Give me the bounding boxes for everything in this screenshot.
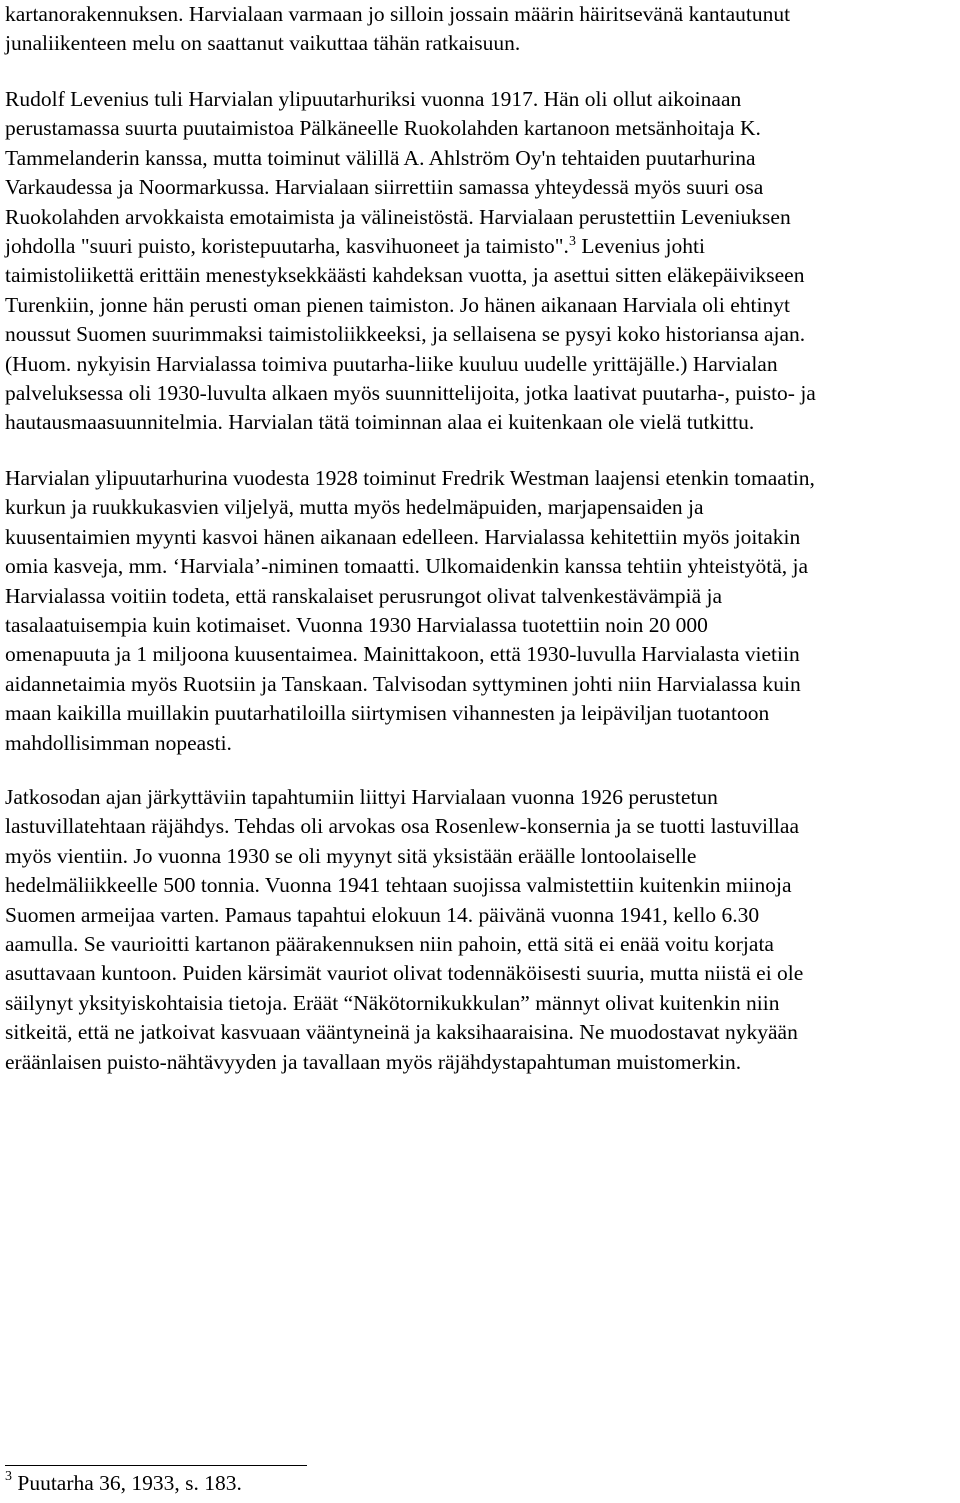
footnote-separator (5, 1465, 307, 1466)
text-line: perustamassa suurta puutaimistoa Pälkäneelle Ruokolahden kartanoon metsänhoitaja K. (5, 116, 761, 141)
text-line: Ruokolahden arvokkaista emotaimista ja välineistöstä. Harvialaan perustettiin Leveniuksen (5, 204, 791, 229)
text-line: hautausmaasuunnitelmia. Harvialan tätä toiminnan alaa ei kuitenkaan ole vielä tutkittu. (5, 410, 755, 435)
text-line: kurkun ja ruukkukasvien viljelyä, mutta myös hedelmäpuiden, marjapensaiden ja (5, 495, 704, 520)
text-line: junaliikenteen melu on saattanut vaikuttaa tähän ratkaisuun. (5, 31, 521, 56)
text-line: Harvialan ylipuutarhurina vuodesta 1928 toiminut Fredrik Westman laajensi etenkin tomaatin, (5, 466, 815, 490)
text-line: hedelmäliikkeelle 500 tonnia. Vuonna 1941 tehtaan suojissa valmistettiin kuitenkin miinoja (5, 873, 792, 898)
text-line: kartanorakennuksen. Harvialaan varmaan jo silloin jossain määrin häiritsevänä kantautunut (5, 2, 791, 26)
text-line: noussut Suomen suurimmaksi taimistoliikkeeksi, ja sellaisena se pysyi koko historiansa ajan. (5, 322, 806, 347)
text-line: taimistoliikettä erittäin menestyksekkäästi kahdeksan vuotta, ja asettui sitten eläkepäivikseen (5, 263, 805, 288)
text-line: Jatkosodan ajan järkyttäviin tapahtumiin liittyi Harvialaan vuonna 1926 perustetun (5, 785, 718, 809)
footnote-text: Puutarha 36, 1933, s. 183. (12, 1471, 242, 1495)
paragraph-2 (5, 85, 816, 438)
text-line: omenapuuta ja 1 miljoona kuusentaimea. Mainittakoon, että 1930-luvulla Harvialasta vietiin (5, 642, 800, 667)
text-line: Rudolf Levenius tuli Harvialan ylipuutarhuriksi vuonna 1917. Hän oli ollut aikoinaan (5, 87, 742, 111)
text-line: Suomen armeijaa varten. Pamaus tapahtui elokuun 14. päivänä vuonna 1941, kello 6.30 (5, 902, 760, 927)
footnote-number: 3 (5, 1469, 12, 1484)
text-line: (Huom. nykyisin Harvialassa toimiva puutarha-liike kuuluu uudelle yrittäjälle.) Harvialan (5, 351, 778, 376)
text-line: aamulla. Se vaurioitti kartanon päärakennuksen niin pahoin, että sitä ei enää voitu korjata (5, 932, 774, 957)
text-line: lastuvillatehtaan räjähdys. Tehdas oli arvokas osa Rosenlew-konsernia ja se tuotti lastuvillaa (5, 814, 799, 839)
text-line: Varkaudessa ja Noormarkussa. Harvialaan siirrettiin samassa yhteydessä myös suuri osa (5, 175, 764, 200)
text-line: tasalaatuisempia kuin kotimaiset. Vuonna 1930 Harvialassa tuotettiin noin 20 000 (5, 613, 708, 638)
text-line: omia kasveja, mm. ‘Harviala’-niminen tomaatti. Ulkomaidenkin kanssa tehtiin yhteistyötä, ja (5, 554, 809, 579)
paragraph-4 (5, 783, 803, 1077)
text-line: Turenkiin, jonne hän perusti oman pienen taimiston. Jo hänen aikanaan Harviala oli ehtinyt (5, 292, 790, 317)
text-line: mahdollisimman nopeasti. (5, 730, 232, 755)
text-line-with-footnote (5, 232, 816, 261)
text-line: maan kaikilla muillakin puutarhatiloilla siirtymisen vihannesten ja leipäviljan tuotantoon (5, 701, 770, 726)
paragraph-3 (5, 464, 815, 758)
text-line: aidannetaimia myös Ruotsiin ja Tanskaan. Talvisodan syttyminen johti niin Harvialassa kuin (5, 671, 801, 696)
text-segment: Levenius johti (575, 234, 705, 259)
paragraph-1 (5, 0, 790, 59)
text-line: Tammelanderin kanssa, mutta toiminut välillä A. Ahlström Oy'n tehtaiden puutarhurina (5, 145, 756, 170)
text-line: myös vientiin. Jo vuonna 1930 se oli myynyt sitä yksistään eräälle lontoolaiselle (5, 843, 697, 868)
text-line: asuttavaan kuntoon. Puiden kärsimät vauriot olivat todennäköisesti suuria, mutta niistä ei ole (5, 961, 804, 986)
footnote (5, 1469, 242, 1498)
text-line: palveluksessa oli 1930-luvulta alkaen myös suunnittelijoita, jotka laativat puutarha-, puisto- ja (5, 381, 816, 406)
text-line: kuusentaimien myynti kasvoi hänen aikanaan edelleen. Harvialassa kehitettiin myös joitakin (5, 524, 801, 549)
text-line: sitkeitä, että ne jatkoivat kasvuaan vääntyneinä ja kaksihaaraisina. Ne muodostavat nykyään (5, 1020, 798, 1045)
text-segment: johdolla "suuri puisto, koristepuutarha, kasvihuoneet ja taimisto". (5, 234, 569, 259)
text-line: säilynyt yksityiskohtaisia tietoja. Eräät “Näkötornikukkulan” männyt olivat kuitenkin niin (5, 990, 780, 1015)
text-line: eräänlaisen puisto-nähtävyyden ja tavallaan myös räjähdystapahtuman muistomerkin. (5, 1049, 742, 1074)
text-line: Harvialassa voitiin todeta, että ranskalaiset perusrungot olivat talvenkestävämpiä ja (5, 583, 723, 608)
footnote-reference[interactable]: 3 (568, 234, 576, 250)
